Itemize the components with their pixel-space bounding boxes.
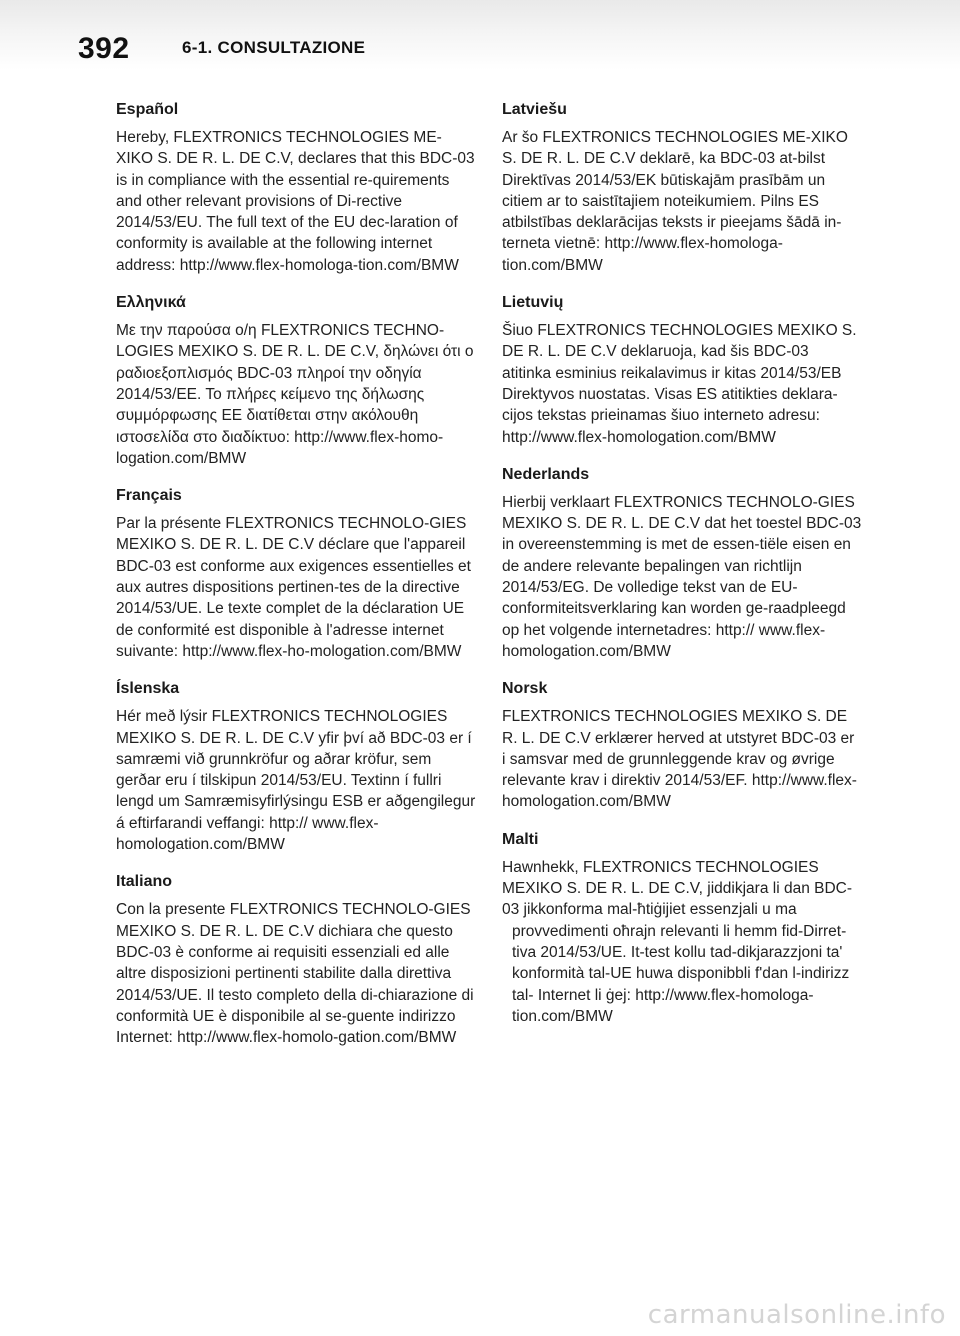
lang-text: FLEXTRONICS TECHNOLOGIES MEXIKO S. DE R. L. DE C.V erklærer herved at utstyret BDC-03 er i samsvar med de grunnleggende krav og øvrige relevante krav i direktiv 2014/53/EF. http://www.flex-homologation.com/BMW [502, 708, 857, 811]
header-band [0, 0, 960, 70]
lang-text: Par la présente FLEXTRONICS TECHNOLO-GIES MEXIKO S. DE R. L. DE C.V déclare que l'appareil BDC-03 est conforme aux exigences essentielles et aux autres dispositions pertinen-tes de la directive 2014/53/UE. Le texte complet de la déclaration UE de conformité est disponible à l'adresse internet suivante: http://www.flex-ho-mologation.com/BMW [116, 515, 471, 660]
lang-heading: Ελληνικά [116, 294, 186, 312]
lang-text: Con la presente FLEXTRONICS TECHNOLO-GIES MEXIKO S. DE R. L. DE C.V dichiara che questo BDC-03 è conforme ai requisiti essenziali ed alle altre disposizioni pertinenti stabilite dalla direttiva 2014/53/UE. Il testo completo della di-chiarazione di conformità UE è disponibile al se-guente indirizzo Internet: http://www.flex-homolo-gation.com/BMW [116, 901, 474, 1047]
lang-text: Hierbij verklaart FLEXTRONICS TECHNOLO-GIES MEXIKO S. DE R. L. DE C.V dat het toestel BDC-03 in overeenstemming is met de essen-tiële eisen en de andere relevante bepalingen van richtlijn 2014/53/EG. De volledige tekst van de EU-conformiteitsverklaring kan worden ge-raadpleegd op het volgende internetadres: http:// www.flex-homologation.com/BMW [502, 493, 862, 660]
lang-text: Šiuo FLEXTRONICS TECHNOLOGIES MEXIKO S. DE R. L. DE C.V deklaruoja, kad šis BDC-03 atitinka esminius reikalavimus ir kitas 2014/53/EB Direktyvos nuostatas. Visas ES atitikties deklara-cijos tekstas prieinamas šiuo interneto adresu: http://www.flex-homologation.com/BMW [502, 322, 857, 446]
lang-section-es [116, 100, 476, 276]
lang-section-lt [502, 293, 862, 448]
lang-heading: Íslenska [116, 680, 180, 698]
lang-text: Hereby, FLEXTRONICS TECHNOLOGIES ME-XIKO S. DE R. L. DE C.V, declares that this BDC-03 is in compliance with the essential re-quirements and other relevant provisions of Di-rective 2014/53/EU. The full text of the EU dec-laration of conformity is available at the following internet address: http://www.flex-homologa-tion.com/BMW [116, 129, 475, 274]
lang-text-tail: provvedimenti oħrajn relevanti li hemm fid-Dirret-tiva 2014/53/UE. It-test kollu tad-dikjarazzjoni ta' konformità tal-UE huwa disponibbli f'dan l-indirizz tal- Internet li ġej: http://www.flex-homologa-tion.com/BMW [512, 922, 850, 1025]
lang-text: Ar šo FLEXTRONICS TECHNOLOGIES ME-XIKO S. DE R. L. DE C.V deklarē, ka BDC-03 at-bilst Direktīvas 2014/53/EK būtiskajām prasībām un citiem ar to saistītajiem noteikumiem. Pilns ES atbilstības deklarācijas teksts ir pieejams šādā in-terneta vietnē: http://www.flex-homologa-tion.com/BMW [502, 129, 848, 274]
lang-text: Με την παρούσα ο/η FLEXTRONICS TECHNO-LOGIES MEXIKO S. DE R. L. DE C.V, δηλώνει ότι ο ραδιοεξοπλισμός BDC-03 πληροί την οδηγία 2014/53/ΕΕ. Το πλήρες κείμενο της δήλωσης συμμόρφωσης ΕΕ διατίθεται στην ακόλουθη ιστοσελίδα στο διαδίκτυο: http://www.flex-homo-logation.com/BMW [116, 322, 474, 467]
lang-heading: Norsk [502, 680, 548, 698]
lang-section-lv [502, 100, 862, 276]
left-column [116, 100, 476, 1065]
lang-text-head: Hawnhekk, FLEXTRONICS TECHNOLOGIES MEXIKO S. DE R. L. DE C.V, jiddikjara li dan BDC-03 jikkonforma mal-ħtiġijiet essenzjali u ma [502, 858, 853, 919]
lang-section-is [116, 679, 476, 855]
lang-heading: Malti [502, 830, 539, 848]
lang-heading: Español [116, 101, 179, 118]
lang-text: Hér með lýsir FLEXTRONICS TECHNOLOGIES MEXIKO S. DE R. L. DE C.V yfir því að BDC-03 er í samræmi við grunnkröfur og aðrar kröfur, sem gerðar eru í tilskipun 2014/53/EU. Textinn í fullri lengd um Samræmisyfirlýsingu ESB er aðgengilegur á eftirfarandi veffangi: http:// www.flex-homologation.com/BMW [116, 708, 476, 854]
lang-section-it [116, 872, 476, 1048]
lang-section-nl [502, 465, 862, 662]
watermark: carmanualsonline.info [647, 1300, 946, 1330]
lang-text [502, 857, 862, 921]
lang-heading: Nederlands [502, 465, 590, 483]
lang-section-el [116, 293, 476, 469]
page-number: 392 [78, 32, 130, 65]
lang-heading: Italiano [116, 873, 173, 891]
lang-section-mt [502, 830, 862, 1027]
lang-section-fr [116, 486, 476, 662]
lang-heading: Latviešu [502, 101, 567, 118]
right-column [502, 100, 862, 1044]
section-title: 6-1. CONSULTAZIONE [182, 38, 366, 57]
lang-section-no [502, 679, 862, 812]
lang-heading: Français [116, 487, 182, 505]
lang-heading: Lietuvių [502, 294, 564, 312]
